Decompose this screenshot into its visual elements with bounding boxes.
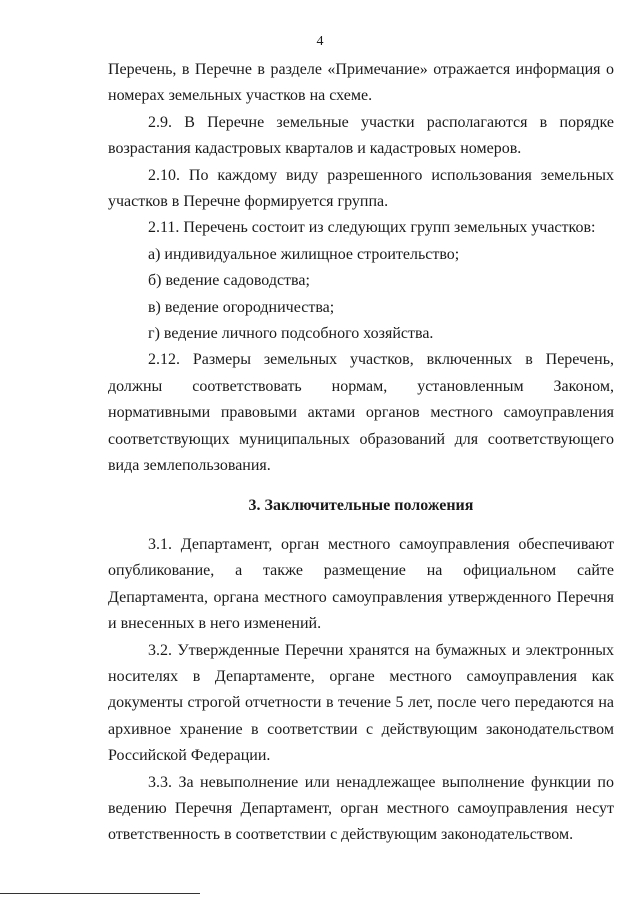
list-item: б) ведение садоводства;	[148, 272, 310, 290]
section-heading: 3. Заключительные положения	[248, 496, 474, 514]
list-item: в) ведение огородничества;	[148, 298, 335, 316]
paragraph-2-11: 2.11. Перечень состоит из следующих групп земельных участков:	[148, 219, 596, 237]
paragraph-continuation: Перечень, в Перечне в разделе «Примечание» отражается информация о номерах земельных участков на схеме.	[108, 61, 614, 105]
paragraph-2-9: 2.9. В Перечне земельные участки располагаются в порядке возрастания кадастровых кварталов и кадастровых номеров.	[108, 113, 614, 158]
paragraph-2-12: 2.12. Размеры земельных участков, включенных в Перечень, должны соответствовать нормам, установленным Законом, нормативными правовыми актами органов местного самоуправления соответствующих муниципальных образований для соответствующего вида землепользования.	[108, 351, 614, 475]
page-number: 4	[316, 34, 324, 49]
bottom-rule	[0, 893, 200, 894]
list-item: г) ведение личного подсобного хозяйства.	[148, 325, 434, 343]
document-body	[108, 57, 614, 849]
list-item: а) индивидуальное жилищное строительство;	[148, 245, 460, 263]
paragraph-2-10: 2.10. По каждому виду разрешенного использования земельных участков в Перечне формируется группа.	[108, 166, 614, 211]
paragraph-3-3: 3.3. За невыполнение или ненадлежащее выполнение функции по ведению Перечня Департамент, орган местного самоуправления несут ответственность в соответствии с действующим законодательством.	[108, 773, 614, 844]
paragraph-3-1: 3.1. Департамент, орган местного самоуправления обеспечивают опубликование, а также размещение на официальном сайте Департамента, органа местного самоуправления утвержденного Перечня и внесенных в него изменений.	[108, 535, 614, 633]
paragraph-3-2: 3.2. Утвержденные Перечни хранятся на бумажных и электронных носителях в Департаменте, органе местного самоуправления как документы строгой отчетности в течение 5 лет, после чего передаются на архивное хранение в соответствии с действующим законодательством Российской Федерации.	[108, 641, 614, 765]
